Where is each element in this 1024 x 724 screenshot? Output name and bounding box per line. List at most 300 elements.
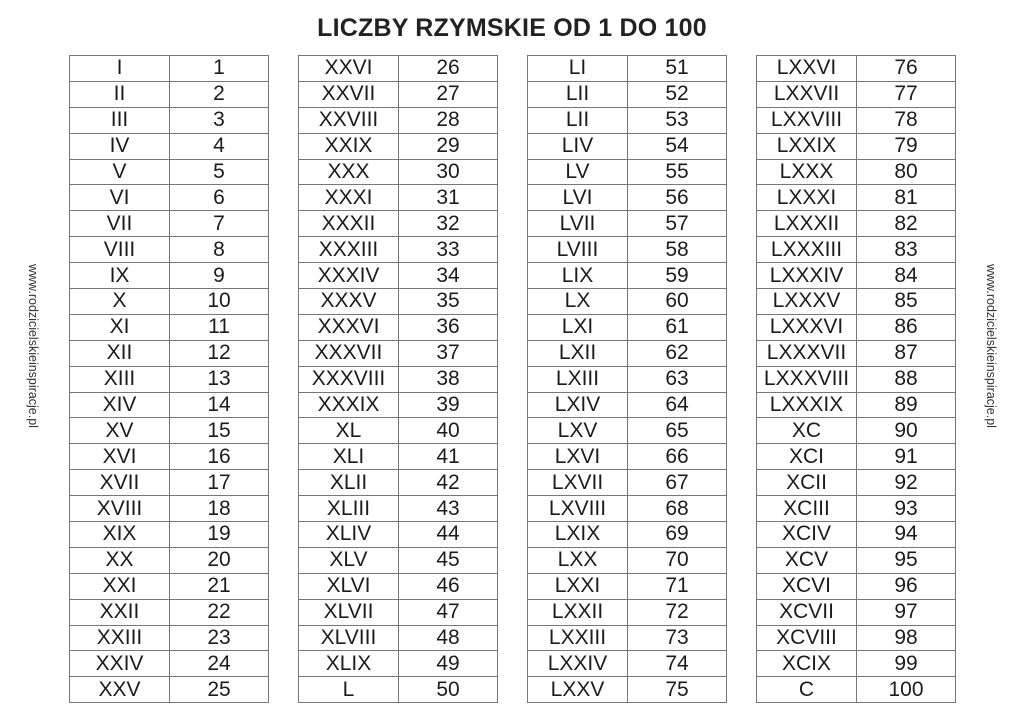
- roman-numeral-cell: C: [757, 677, 857, 703]
- arabic-number-cell: 10: [170, 289, 269, 315]
- arabic-number-cell: 91: [857, 444, 956, 470]
- arabic-number-cell: 28: [399, 107, 498, 133]
- roman-numeral-cell: LXXII: [528, 599, 628, 625]
- roman-numeral-cell: XVIII: [70, 496, 170, 522]
- roman-numeral-cell: XCII: [757, 470, 857, 496]
- roman-numeral-cell: LXXXVI: [757, 314, 857, 340]
- roman-numeral-cell: XXXVIII: [299, 366, 399, 392]
- arabic-number-cell: 100: [857, 677, 956, 703]
- roman-numeral-cell: XIII: [70, 366, 170, 392]
- table-row: [299, 418, 498, 444]
- table-row: [70, 107, 269, 133]
- table-row: [757, 81, 956, 107]
- roman-numeral-cell: XXVII: [299, 81, 399, 107]
- table-row: [757, 522, 956, 548]
- roman-numeral-cell: XV: [70, 418, 170, 444]
- table-row: [528, 133, 727, 159]
- arabic-number-cell: 49: [399, 651, 498, 677]
- arabic-number-cell: 98: [857, 625, 956, 651]
- roman-numeral-cell: XVI: [70, 444, 170, 470]
- arabic-number-cell: 21: [170, 573, 269, 599]
- arabic-number-cell: 57: [628, 211, 727, 237]
- arabic-number-cell: 59: [628, 263, 727, 289]
- arabic-number-cell: 38: [399, 366, 498, 392]
- roman-numeral-cell: XL: [299, 418, 399, 444]
- table-row: [70, 263, 269, 289]
- table-row: [757, 418, 956, 444]
- arabic-number-cell: 73: [628, 625, 727, 651]
- arabic-number-cell: 52: [628, 81, 727, 107]
- numerals-table-76-100: [756, 55, 956, 703]
- roman-numeral-cell: XXI: [70, 573, 170, 599]
- table-row: [299, 547, 498, 573]
- roman-numeral-cell: LXI: [528, 314, 628, 340]
- roman-numeral-cell: XCIV: [757, 522, 857, 548]
- arabic-number-cell: 23: [170, 625, 269, 651]
- arabic-number-cell: 37: [399, 340, 498, 366]
- roman-numeral-cell: XLV: [299, 547, 399, 573]
- table-row: [528, 651, 727, 677]
- arabic-number-cell: 43: [399, 496, 498, 522]
- roman-numeral-cell: LXVI: [528, 444, 628, 470]
- roman-numeral-cell: LXIII: [528, 366, 628, 392]
- roman-numeral-cell: XXX: [299, 159, 399, 185]
- table-row: [757, 573, 956, 599]
- arabic-number-cell: 5: [170, 159, 269, 185]
- arabic-number-cell: 31: [399, 185, 498, 211]
- roman-numeral-cell: LVI: [528, 185, 628, 211]
- table-row: [757, 211, 956, 237]
- roman-numeral-cell: LXIX: [528, 522, 628, 548]
- table-row: [299, 340, 498, 366]
- table-row: [299, 289, 498, 315]
- numerals-table-51-75: [527, 55, 727, 703]
- roman-numeral-cell: LIV: [528, 133, 628, 159]
- roman-numeral-cell: LXII: [528, 340, 628, 366]
- table-row: [757, 444, 956, 470]
- table-row: [757, 366, 956, 392]
- table-row: [528, 263, 727, 289]
- roman-numeral-cell: LII: [528, 81, 628, 107]
- table-row: [528, 625, 727, 651]
- table-row: [528, 418, 727, 444]
- table-row: [299, 444, 498, 470]
- arabic-number-cell: 55: [628, 159, 727, 185]
- arabic-number-cell: 22: [170, 599, 269, 625]
- table-row: [528, 366, 727, 392]
- arabic-number-cell: 61: [628, 314, 727, 340]
- table-row: [70, 211, 269, 237]
- table-row: [299, 651, 498, 677]
- table-row: [70, 625, 269, 651]
- table-row: [299, 237, 498, 263]
- table-row: [70, 340, 269, 366]
- table-row: [757, 289, 956, 315]
- table-row: [528, 522, 727, 548]
- table-row: [299, 366, 498, 392]
- table-row: [299, 185, 498, 211]
- table-row: [299, 107, 498, 133]
- roman-numeral-cell: LV: [528, 159, 628, 185]
- arabic-number-cell: 58: [628, 237, 727, 263]
- table-row: [70, 81, 269, 107]
- arabic-number-cell: 18: [170, 496, 269, 522]
- roman-numeral-cell: XCI: [757, 444, 857, 470]
- arabic-number-cell: 69: [628, 522, 727, 548]
- roman-numeral-cell: LXXVI: [757, 56, 857, 82]
- table-row: [299, 496, 498, 522]
- table-row: [757, 677, 956, 703]
- arabic-number-cell: 82: [857, 211, 956, 237]
- roman-numeral-cell: XXIII: [70, 625, 170, 651]
- table-row: [528, 185, 727, 211]
- roman-numeral-cell: X: [70, 289, 170, 315]
- table-row: [757, 133, 956, 159]
- table-row: [299, 263, 498, 289]
- arabic-number-cell: 9: [170, 263, 269, 289]
- table-row: [299, 314, 498, 340]
- arabic-number-cell: 11: [170, 314, 269, 340]
- arabic-number-cell: 99: [857, 651, 956, 677]
- arabic-number-cell: 76: [857, 56, 956, 82]
- arabic-number-cell: 15: [170, 418, 269, 444]
- arabic-number-cell: 56: [628, 185, 727, 211]
- arabic-number-cell: 53: [628, 107, 727, 133]
- table-row: [757, 237, 956, 263]
- roman-numeral-cell: LXXXVIII: [757, 366, 857, 392]
- roman-numeral-cell: XX: [70, 547, 170, 573]
- table-row: [528, 56, 727, 82]
- roman-numeral-cell: III: [70, 107, 170, 133]
- table-row: [70, 56, 269, 82]
- table-row: [757, 651, 956, 677]
- arabic-number-cell: 88: [857, 366, 956, 392]
- roman-numeral-cell: VII: [70, 211, 170, 237]
- roman-numeral-cell: XXVI: [299, 56, 399, 82]
- arabic-number-cell: 74: [628, 651, 727, 677]
- arabic-number-cell: 40: [399, 418, 498, 444]
- table-row: [528, 159, 727, 185]
- roman-numeral-cell: XLIV: [299, 522, 399, 548]
- arabic-number-cell: 2: [170, 81, 269, 107]
- arabic-number-cell: 48: [399, 625, 498, 651]
- roman-numeral-cell: XXXVI: [299, 314, 399, 340]
- arabic-number-cell: 71: [628, 573, 727, 599]
- roman-numeral-cell: LXV: [528, 418, 628, 444]
- page-title: LICZBY RZYMSKIE OD 1 DO 100: [317, 14, 707, 42]
- roman-numeral-cell: L: [299, 677, 399, 703]
- table-row: [757, 314, 956, 340]
- table-row: [757, 263, 956, 289]
- arabic-number-cell: 45: [399, 547, 498, 573]
- table-row: [299, 599, 498, 625]
- arabic-number-cell: 94: [857, 522, 956, 548]
- table-row: [528, 547, 727, 573]
- table-row: [70, 677, 269, 703]
- roman-numeral-cell: XII: [70, 340, 170, 366]
- numerals-table-1-25: [69, 55, 269, 703]
- arabic-number-cell: 33: [399, 237, 498, 263]
- table-row: [70, 522, 269, 548]
- table-row: [70, 470, 269, 496]
- watermark-left: www.rodzicielskieinspiracje.pl: [26, 264, 40, 428]
- roman-numeral-cell: XXIV: [70, 651, 170, 677]
- roman-numeral-cell: LXXXIV: [757, 263, 857, 289]
- arabic-number-cell: 54: [628, 133, 727, 159]
- table-row: [70, 496, 269, 522]
- arabic-number-cell: 46: [399, 573, 498, 599]
- roman-numeral-cell: XLVI: [299, 573, 399, 599]
- roman-numeral-cell: XVII: [70, 470, 170, 496]
- arabic-number-cell: 29: [399, 133, 498, 159]
- arabic-number-cell: 30: [399, 159, 498, 185]
- table-row: [70, 185, 269, 211]
- roman-numeral-cell: XCVII: [757, 599, 857, 625]
- arabic-number-cell: 16: [170, 444, 269, 470]
- arabic-number-cell: 20: [170, 547, 269, 573]
- arabic-number-cell: 8: [170, 237, 269, 263]
- arabic-number-cell: 27: [399, 81, 498, 107]
- table-row: [299, 522, 498, 548]
- table-row: [299, 470, 498, 496]
- arabic-number-cell: 89: [857, 392, 956, 418]
- roman-numeral-cell: XXXV: [299, 289, 399, 315]
- table-row: [70, 314, 269, 340]
- roman-numeral-cell: XXXIV: [299, 263, 399, 289]
- table-row: [528, 340, 727, 366]
- arabic-number-cell: 84: [857, 263, 956, 289]
- arabic-number-cell: 41: [399, 444, 498, 470]
- table-row: [757, 496, 956, 522]
- roman-numeral-cell: LXVII: [528, 470, 628, 496]
- roman-numeral-cell: LXXIX: [757, 133, 857, 159]
- arabic-number-cell: 44: [399, 522, 498, 548]
- table-row: [70, 547, 269, 573]
- table-row: [70, 651, 269, 677]
- arabic-number-cell: 36: [399, 314, 498, 340]
- table-row: [528, 444, 727, 470]
- arabic-number-cell: 96: [857, 573, 956, 599]
- arabic-number-cell: 19: [170, 522, 269, 548]
- arabic-number-cell: 68: [628, 496, 727, 522]
- roman-numeral-cell: LXVIII: [528, 496, 628, 522]
- arabic-number-cell: 79: [857, 133, 956, 159]
- arabic-number-cell: 17: [170, 470, 269, 496]
- roman-numeral-cell: XXXIII: [299, 237, 399, 263]
- roman-numeral-cell: LXXIV: [528, 651, 628, 677]
- roman-numeral-cell: XIX: [70, 522, 170, 548]
- roman-numeral-cell: VI: [70, 185, 170, 211]
- arabic-number-cell: 7: [170, 211, 269, 237]
- roman-numeral-cell: XXXII: [299, 211, 399, 237]
- roman-numeral-cell: LIX: [528, 263, 628, 289]
- table-row: [528, 237, 727, 263]
- arabic-number-cell: 60: [628, 289, 727, 315]
- roman-numeral-cell: XCV: [757, 547, 857, 573]
- table-row: [299, 677, 498, 703]
- roman-numeral-cell: XCIII: [757, 496, 857, 522]
- table-row: [299, 81, 498, 107]
- roman-numeral-cell: IX: [70, 263, 170, 289]
- roman-numeral-cell: LXIV: [528, 392, 628, 418]
- arabic-number-cell: 14: [170, 392, 269, 418]
- arabic-number-cell: 32: [399, 211, 498, 237]
- table-row: [757, 340, 956, 366]
- table-row: [70, 444, 269, 470]
- roman-numeral-cell: LII: [528, 107, 628, 133]
- arabic-number-cell: 62: [628, 340, 727, 366]
- table-row: [528, 314, 727, 340]
- table-row: [299, 625, 498, 651]
- table-row: [528, 289, 727, 315]
- roman-numeral-cell: LX: [528, 289, 628, 315]
- roman-numeral-cell: LXXXI: [757, 185, 857, 211]
- arabic-number-cell: 13: [170, 366, 269, 392]
- arabic-number-cell: 47: [399, 599, 498, 625]
- roman-numeral-cell: XCVI: [757, 573, 857, 599]
- roman-numeral-cell: XXXVII: [299, 340, 399, 366]
- arabic-number-cell: 6: [170, 185, 269, 211]
- table-row: [70, 366, 269, 392]
- table-row: [528, 677, 727, 703]
- roman-numeral-cell: LXXIII: [528, 625, 628, 651]
- table-row: [70, 289, 269, 315]
- arabic-number-cell: 72: [628, 599, 727, 625]
- arabic-number-cell: 95: [857, 547, 956, 573]
- table-row: [757, 107, 956, 133]
- arabic-number-cell: 83: [857, 237, 956, 263]
- table-row: [70, 418, 269, 444]
- table-row: [757, 56, 956, 82]
- roman-numeral-cell: VIII: [70, 237, 170, 263]
- arabic-number-cell: 87: [857, 340, 956, 366]
- table-row: [528, 470, 727, 496]
- roman-numeral-cell: LVII: [528, 211, 628, 237]
- table-row: [528, 107, 727, 133]
- roman-numeral-cell: LXXX: [757, 159, 857, 185]
- arabic-number-cell: 90: [857, 418, 956, 444]
- roman-numeral-cell: XCVIII: [757, 625, 857, 651]
- arabic-number-cell: 64: [628, 392, 727, 418]
- roman-numeral-cell: LXXXV: [757, 289, 857, 315]
- roman-numeral-cell: LXXXVII: [757, 340, 857, 366]
- roman-numeral-cell: XLVII: [299, 599, 399, 625]
- roman-numeral-cell: XIV: [70, 392, 170, 418]
- numerals-table-26-50: [298, 55, 498, 703]
- arabic-number-cell: 4: [170, 133, 269, 159]
- arabic-number-cell: 97: [857, 599, 956, 625]
- arabic-number-cell: 86: [857, 314, 956, 340]
- table-row: [299, 133, 498, 159]
- arabic-number-cell: 77: [857, 81, 956, 107]
- roman-numeral-cell: XLIX: [299, 651, 399, 677]
- roman-numeral-cell: XXV: [70, 677, 170, 703]
- table-row: [299, 159, 498, 185]
- table-row: [299, 211, 498, 237]
- table-row: [70, 237, 269, 263]
- roman-numeral-cell: LXXVII: [757, 81, 857, 107]
- table-row: [70, 392, 269, 418]
- roman-numeral-cell: V: [70, 159, 170, 185]
- arabic-number-cell: 81: [857, 185, 956, 211]
- roman-numeral-cell: XI: [70, 314, 170, 340]
- roman-numeral-cell: XXXIX: [299, 392, 399, 418]
- arabic-number-cell: 51: [628, 56, 727, 82]
- arabic-number-cell: 85: [857, 289, 956, 315]
- table-row: [757, 185, 956, 211]
- arabic-number-cell: 12: [170, 340, 269, 366]
- arabic-number-cell: 67: [628, 470, 727, 496]
- arabic-number-cell: 50: [399, 677, 498, 703]
- roman-numeral-cell: II: [70, 81, 170, 107]
- arabic-number-cell: 75: [628, 677, 727, 703]
- arabic-number-cell: 34: [399, 263, 498, 289]
- table-row: [70, 573, 269, 599]
- arabic-number-cell: 92: [857, 470, 956, 496]
- roman-numeral-cell: LXXXIX: [757, 392, 857, 418]
- table-row: [70, 133, 269, 159]
- roman-numeral-cell: XLI: [299, 444, 399, 470]
- arabic-number-cell: 1: [170, 56, 269, 82]
- arabic-number-cell: 66: [628, 444, 727, 470]
- roman-numeral-cell: XXIX: [299, 133, 399, 159]
- table-row: [299, 392, 498, 418]
- table-row: [757, 392, 956, 418]
- roman-numeral-cell: LVIII: [528, 237, 628, 263]
- roman-numeral-cell: XXVIII: [299, 107, 399, 133]
- arabic-number-cell: 93: [857, 496, 956, 522]
- table-row: [299, 56, 498, 82]
- roman-numeral-cell: LXXXIII: [757, 237, 857, 263]
- arabic-number-cell: 39: [399, 392, 498, 418]
- roman-numeral-cell: LXXXII: [757, 211, 857, 237]
- table-row: [528, 496, 727, 522]
- table-row: [757, 625, 956, 651]
- arabic-number-cell: 80: [857, 159, 956, 185]
- roman-numeral-cell: XXXI: [299, 185, 399, 211]
- roman-numeral-cell: IV: [70, 133, 170, 159]
- arabic-number-cell: 24: [170, 651, 269, 677]
- roman-numeral-cell: LXXVIII: [757, 107, 857, 133]
- table-row: [299, 573, 498, 599]
- roman-numeral-cell: XXII: [70, 599, 170, 625]
- arabic-number-cell: 63: [628, 366, 727, 392]
- roman-numeral-cell: XC: [757, 418, 857, 444]
- arabic-number-cell: 70: [628, 547, 727, 573]
- table-row: [528, 211, 727, 237]
- table-row: [757, 470, 956, 496]
- roman-numeral-cell: XLII: [299, 470, 399, 496]
- roman-numeral-cell: XLVIII: [299, 625, 399, 651]
- arabic-number-cell: 35: [399, 289, 498, 315]
- roman-numeral-cell: LXX: [528, 547, 628, 573]
- arabic-number-cell: 78: [857, 107, 956, 133]
- roman-numeral-cell: LI: [528, 56, 628, 82]
- watermark-right: www.rodzicielskieinspiracje.pl: [984, 264, 998, 428]
- table-row: [757, 599, 956, 625]
- roman-numeral-cell: LXXV: [528, 677, 628, 703]
- roman-numeral-cell: LXXI: [528, 573, 628, 599]
- roman-numeral-cell: XCIX: [757, 651, 857, 677]
- arabic-number-cell: 42: [399, 470, 498, 496]
- arabic-number-cell: 26: [399, 56, 498, 82]
- table-row: [757, 547, 956, 573]
- table-row: [528, 599, 727, 625]
- roman-numeral-cell: I: [70, 56, 170, 82]
- table-row: [70, 599, 269, 625]
- table-row: [528, 573, 727, 599]
- roman-numeral-cell: XLIII: [299, 496, 399, 522]
